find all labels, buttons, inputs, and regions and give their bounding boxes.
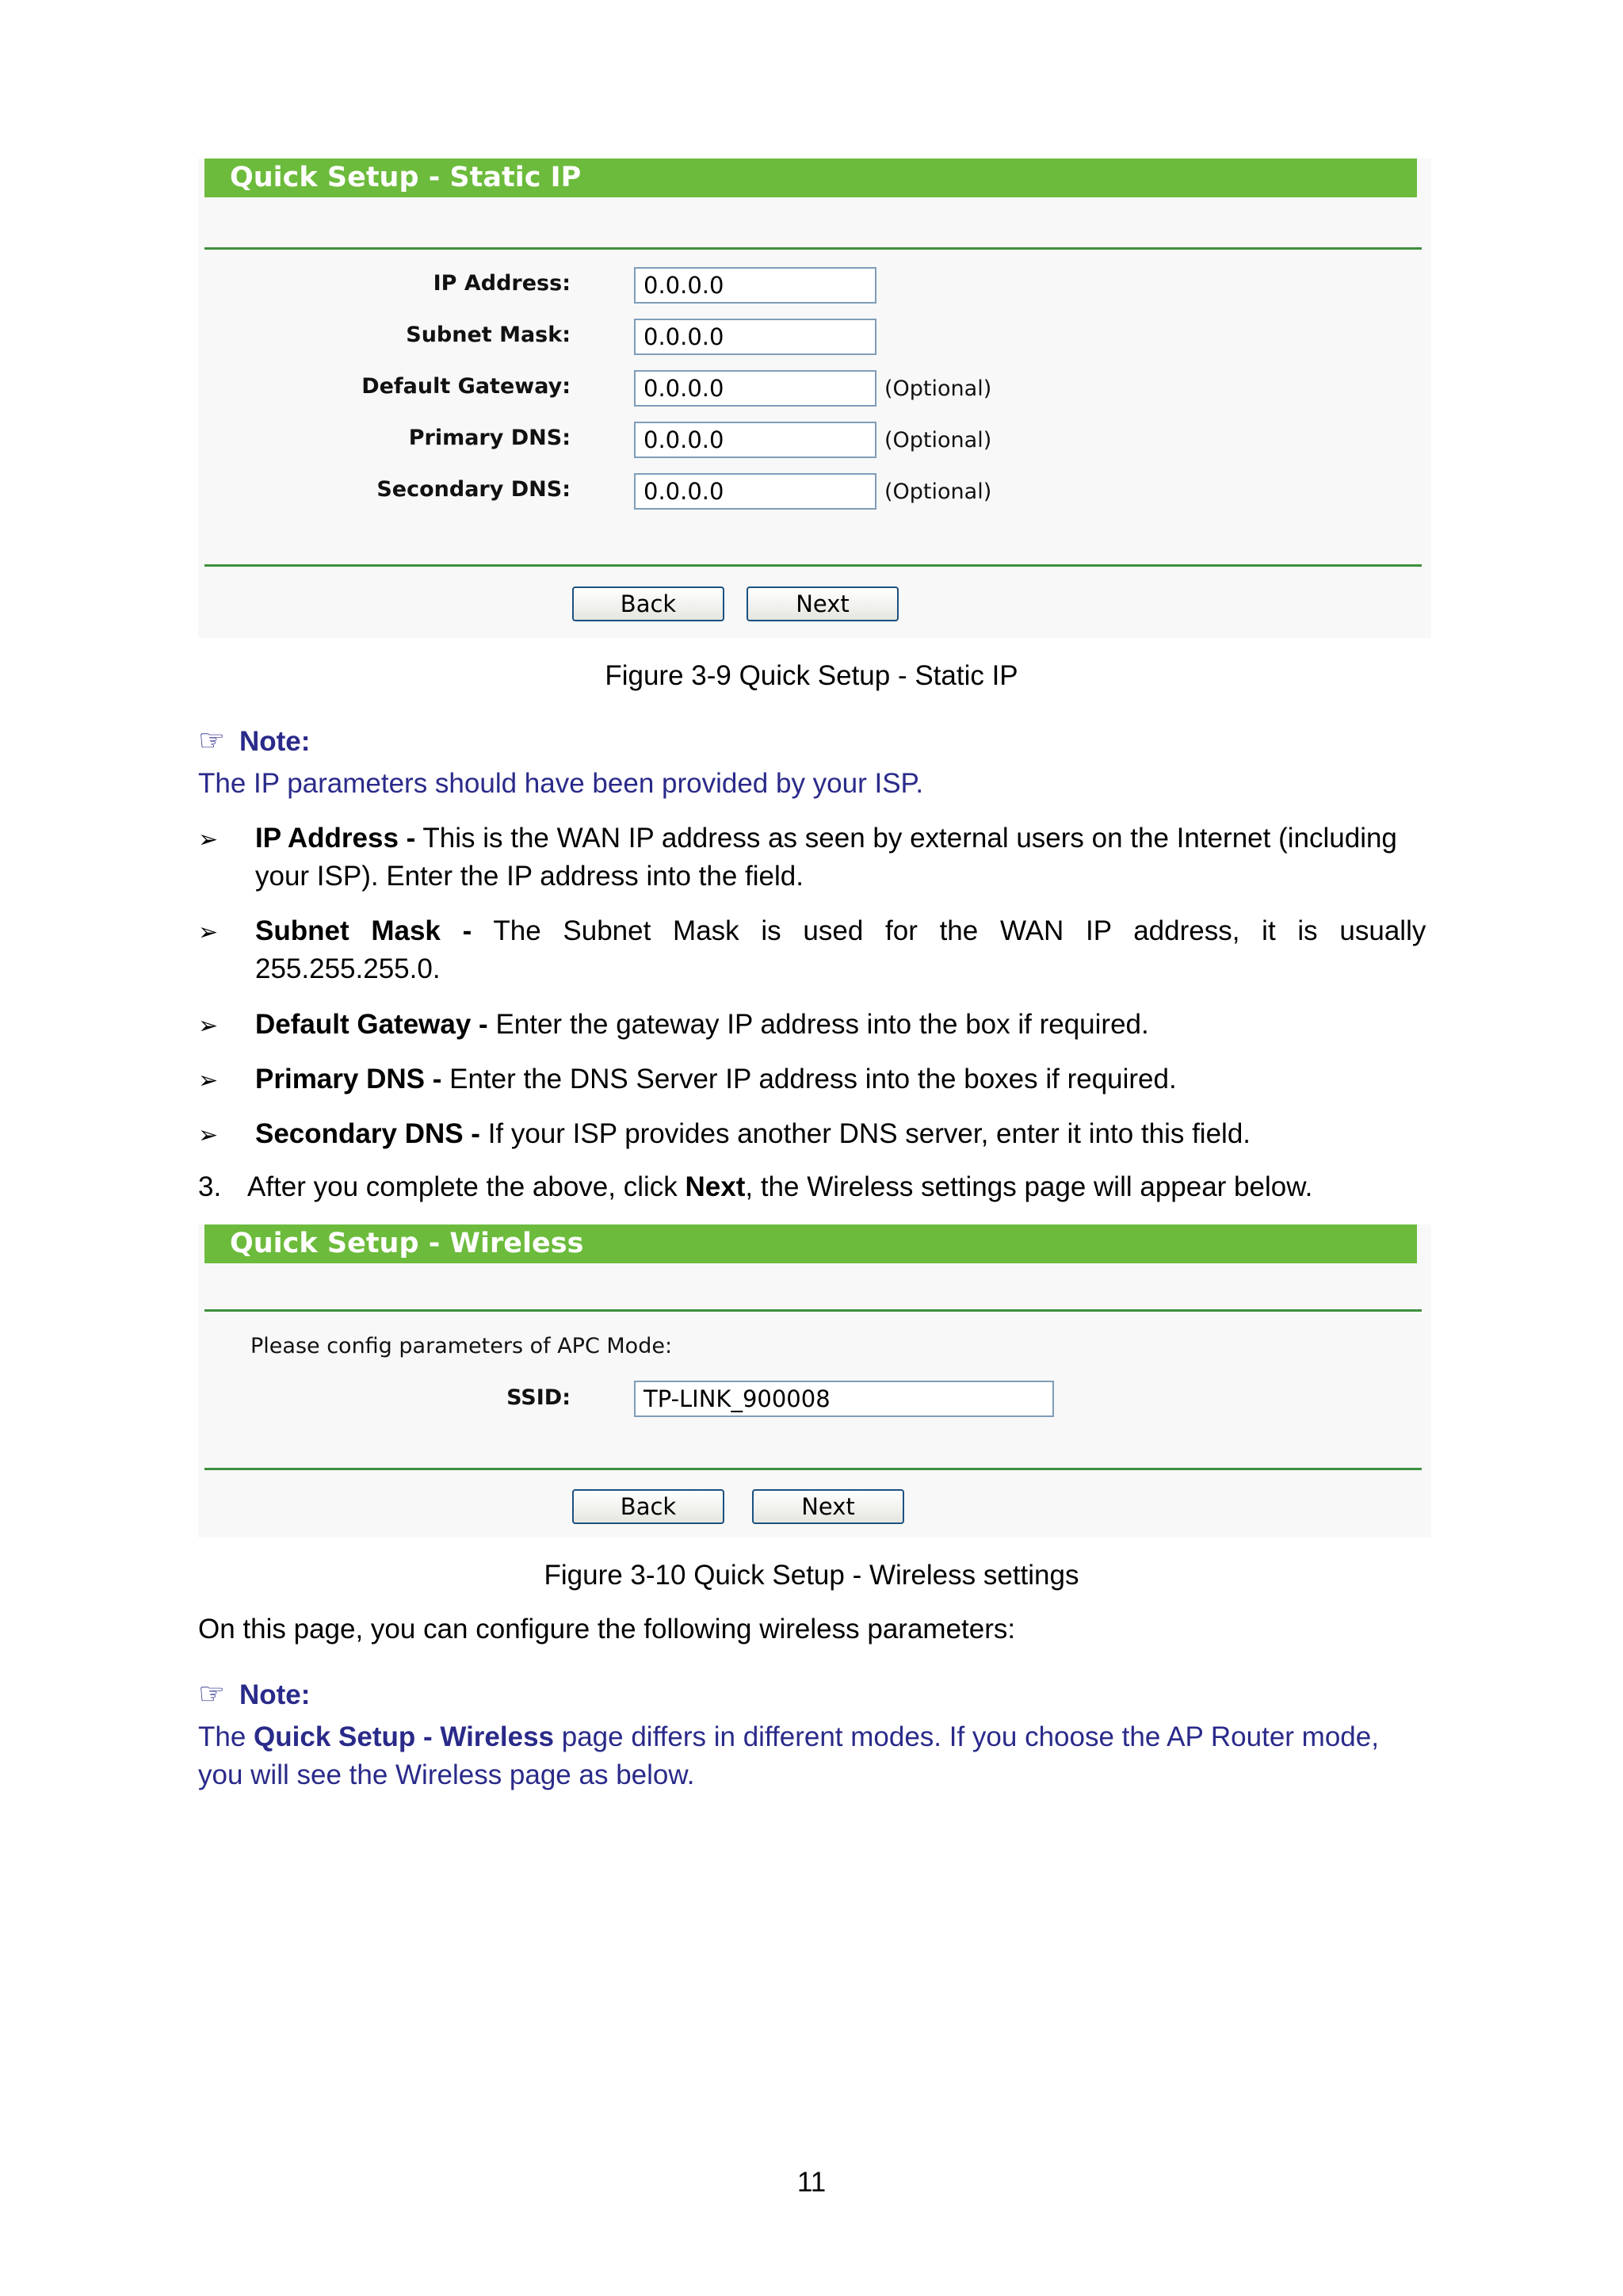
bullet-arrow-icon: ➢ (198, 1013, 219, 1039)
default-gateway-optional: (Optional) (884, 376, 992, 401)
bullet-line (255, 819, 1431, 858)
pointing-hand-icon: ☞ (198, 724, 226, 758)
note-text: The IP parameters should have been provided by your ISP. (198, 768, 924, 799)
top-divider (204, 1309, 1422, 1312)
step-3-text (198, 1171, 1312, 1203)
bullet-term: Primary DNS - (255, 1064, 442, 1095)
static-ip-header: Quick Setup - Static IP (204, 159, 1417, 197)
step-number: 3. (198, 1171, 222, 1202)
bullet-ip-address (255, 819, 1431, 896)
bullet-desc: The Subnet Mask is used for the WAN IP address, it is usually (493, 915, 1426, 946)
next-button[interactable]: Next (752, 1489, 904, 1524)
ip-address-input[interactable]: 0.0.0.0 (634, 267, 876, 304)
bullet-term: Secondary DNS - (255, 1118, 480, 1149)
default-gateway-input[interactable]: 0.0.0.0 (634, 370, 876, 407)
top-divider (204, 247, 1422, 250)
bullet-arrow-icon: ➢ (198, 919, 219, 946)
bullet-arrow-icon: ➢ (198, 1068, 219, 1094)
note-heading (198, 723, 310, 758)
bullet-arrow-icon: ➢ (198, 827, 219, 853)
step-text-after: , the Wireless settings page will appear below. (745, 1171, 1313, 1202)
note-heading (198, 1676, 310, 1712)
bullet-desc: This is the WAN IP address as seen by external users on the Internet (including (422, 823, 1397, 854)
ssid-input[interactable]: TP-LINK_900008 (634, 1381, 1054, 1417)
wireless-panel (198, 1224, 1431, 1538)
note-line: you will see the Wireless page as below. (198, 1759, 695, 1790)
bullet-term: Subnet Mask - (255, 915, 472, 946)
note-label: Note: (239, 1679, 311, 1710)
secondary-dns-optional: (Optional) (884, 479, 992, 504)
bullet-line: 255.255.255.0. (255, 953, 441, 984)
ssid-label: SSID: (506, 1385, 571, 1410)
default-gateway-label: Default Gateway: (361, 374, 571, 399)
bullet-arrow-icon: ➢ (198, 1122, 219, 1148)
bullet-term: IP Address - (255, 823, 416, 854)
next-button[interactable]: Next (747, 586, 899, 621)
bullet-line: your ISP). Enter the IP address into the field. (255, 861, 804, 892)
bottom-divider (204, 564, 1422, 567)
bullet-line (255, 1060, 1431, 1098)
note-line-post: page differs in different modes. If you choose the AP Router mode, (554, 1721, 1379, 1752)
page-number: 11 (796, 2167, 827, 2198)
config-paragraph: On this page, you can configure the following wireless parameters: (198, 1614, 1016, 1645)
static-ip-panel (198, 159, 1431, 638)
bullet-secondary-dns (255, 1115, 1431, 1153)
wireless-header: Quick Setup - Wireless (204, 1224, 1417, 1263)
note-text (198, 1718, 1379, 1794)
bullet-desc: Enter the DNS Server IP address into the boxes if required. (449, 1064, 1177, 1095)
bullet-line (255, 1006, 1431, 1044)
bullet-primary-dns (255, 1060, 1431, 1098)
bullet-default-gateway (255, 1006, 1431, 1044)
primary-dns-optional: (Optional) (884, 428, 992, 453)
step-text-before: After you complete the above, click (247, 1171, 685, 1202)
bullet-line (255, 912, 1431, 950)
secondary-dns-label: Secondary DNS: (376, 477, 571, 502)
step-text-bold: Next (685, 1171, 746, 1202)
bullet-desc: If your ISP provides another DNS server, enter it into this field. (487, 1118, 1251, 1149)
wireless-intro: Please config parameters of APC Mode: (250, 1334, 673, 1358)
primary-dns-label: Primary DNS: (408, 426, 571, 450)
primary-dns-input[interactable]: 0.0.0.0 (634, 422, 876, 458)
subnet-mask-label: Subnet Mask: (406, 323, 571, 347)
note-line (198, 1718, 1379, 1756)
ip-address-label: IP Address: (433, 271, 571, 296)
back-button[interactable]: Back (572, 1489, 724, 1524)
figure-3-10-caption: Figure 3-10 Quick Setup - Wireless settings (544, 1560, 1079, 1591)
note-line-pre: The (198, 1721, 254, 1752)
bullet-term: Default Gateway - (255, 1009, 488, 1040)
note-label: Note: (239, 726, 311, 757)
bullet-desc: Enter the gateway IP address into the box if required. (495, 1009, 1149, 1040)
back-button[interactable]: Back (572, 586, 724, 621)
figure-3-9-caption: Figure 3-9 Quick Setup - Static IP (605, 660, 1018, 691)
bottom-divider (204, 1468, 1422, 1470)
pointing-hand-icon: ☞ (198, 1678, 226, 1711)
bullet-line (255, 1115, 1431, 1153)
bullet-subnet-mask (255, 912, 1431, 988)
subnet-mask-input[interactable]: 0.0.0.0 (634, 319, 876, 355)
note-line-bold: Quick Setup - Wireless (254, 1721, 555, 1752)
secondary-dns-input[interactable]: 0.0.0.0 (634, 473, 876, 510)
